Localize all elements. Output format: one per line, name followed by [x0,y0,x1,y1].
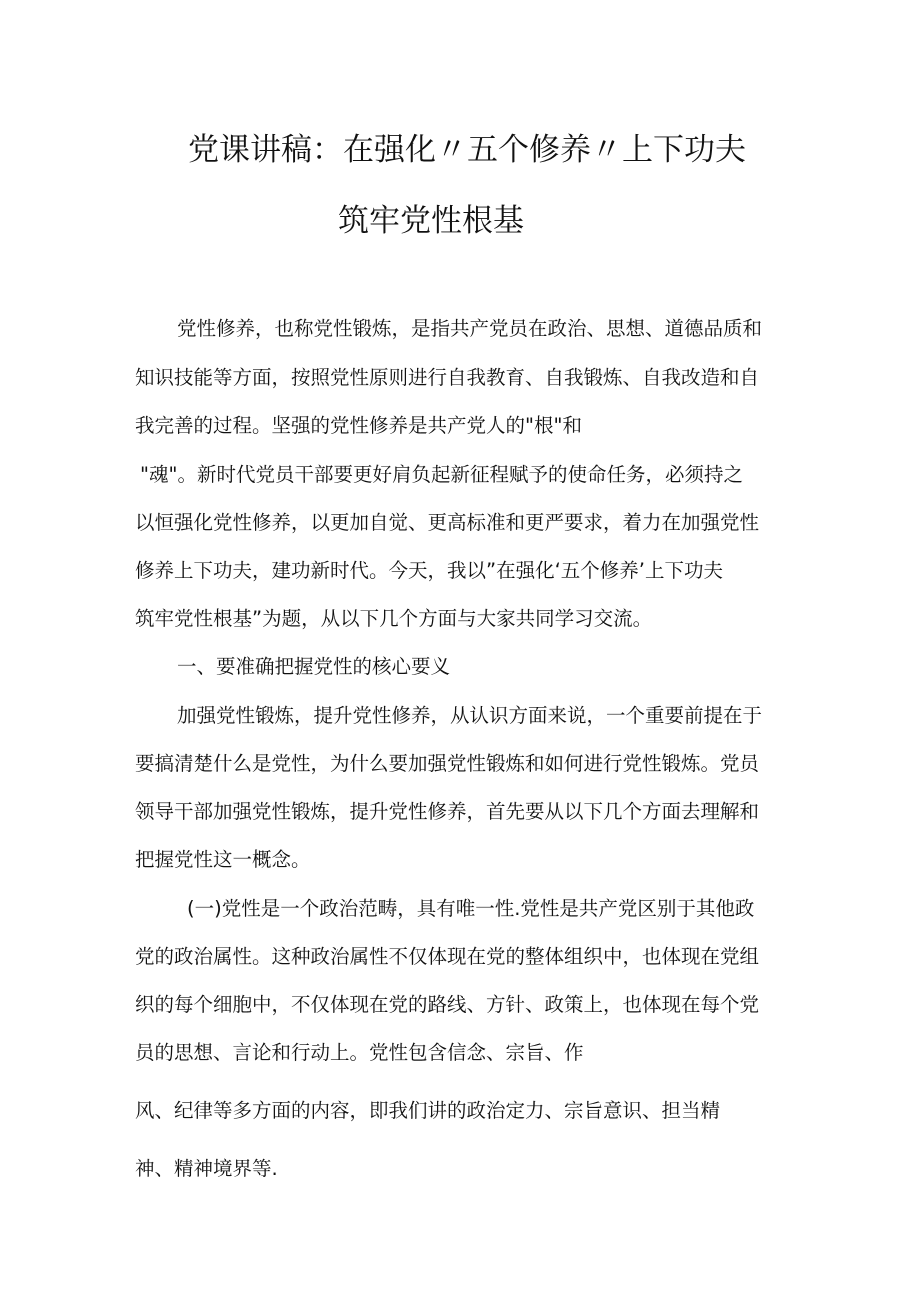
body-line-15: 织的每个细胞中，不仅体现在党的路线、方针、政策上，也体现在每个党 [135,993,760,1016]
body-line-12: 把握党性这一概念。 [135,848,311,871]
body-line-14: 党的政治属性。这种政治属性不仅体现在党的整体组织中，也体现在党组 [135,945,760,968]
body-line-2: 知识技能等方面，按照党性原则进行自我教育、自我锻炼、自我改造和自 [135,366,760,389]
section-heading-1: 一、要准确把握党性的核心要义 [177,655,451,678]
document-title-line-1: 党课讲稿：在强化〃五个修养〃上下功夫 [188,132,746,168]
body-line-18: 神、精神境界等. [135,1157,278,1180]
body-line-7: 筑牢党性根基”为题，从以下几个方面与大家共同学习交流。 [135,607,653,630]
body-line-1: 党性修养，也称党性锻炼，是指共产党员在政治、思想、道德品质和 [177,317,763,340]
body-line-9: 加强党性锻炼，提升党性修养，从认识方面来说，一个重要前提在于 [177,704,763,727]
body-line-11: 领导干部加强党性锻炼，提升党性修养，首先要从以下几个方面去理解和 [135,800,760,823]
subsection-line-1: (一)党性是一个政治范畴，具有唯一性.党性是共产党区别于其他政 [187,897,755,920]
body-line-10: 要搞清楚什么是党性，为什么要加强党性锻炼和如何进行党性锻炼。党员 [135,752,760,775]
body-line-3: 我完善的过程。坚强的党性修养是共产党人的"根"和 [135,414,582,437]
body-line-4: "魂"。新时代党员干部要更好肩负起新征程赋予的使命任务，必须持之 [140,463,743,486]
body-line-17: 风、纪律等多方面的内容，即我们讲的政治定力、宗旨意识、担当精 [135,1099,721,1122]
body-line-6: 修养上下功夫，建功新时代。今天，我以”在强化‘五个修养’上下功夫 [135,559,723,582]
document-title-line-2: 筑牢党性根基 [338,203,524,239]
body-line-16: 员的思想、言论和行动上。党性包含信念、宗旨、作 [135,1041,584,1064]
body-line-5: 以恒强化党性修养，以更加自觉、更高标准和更严要求，着力在加强党性 [135,511,760,534]
